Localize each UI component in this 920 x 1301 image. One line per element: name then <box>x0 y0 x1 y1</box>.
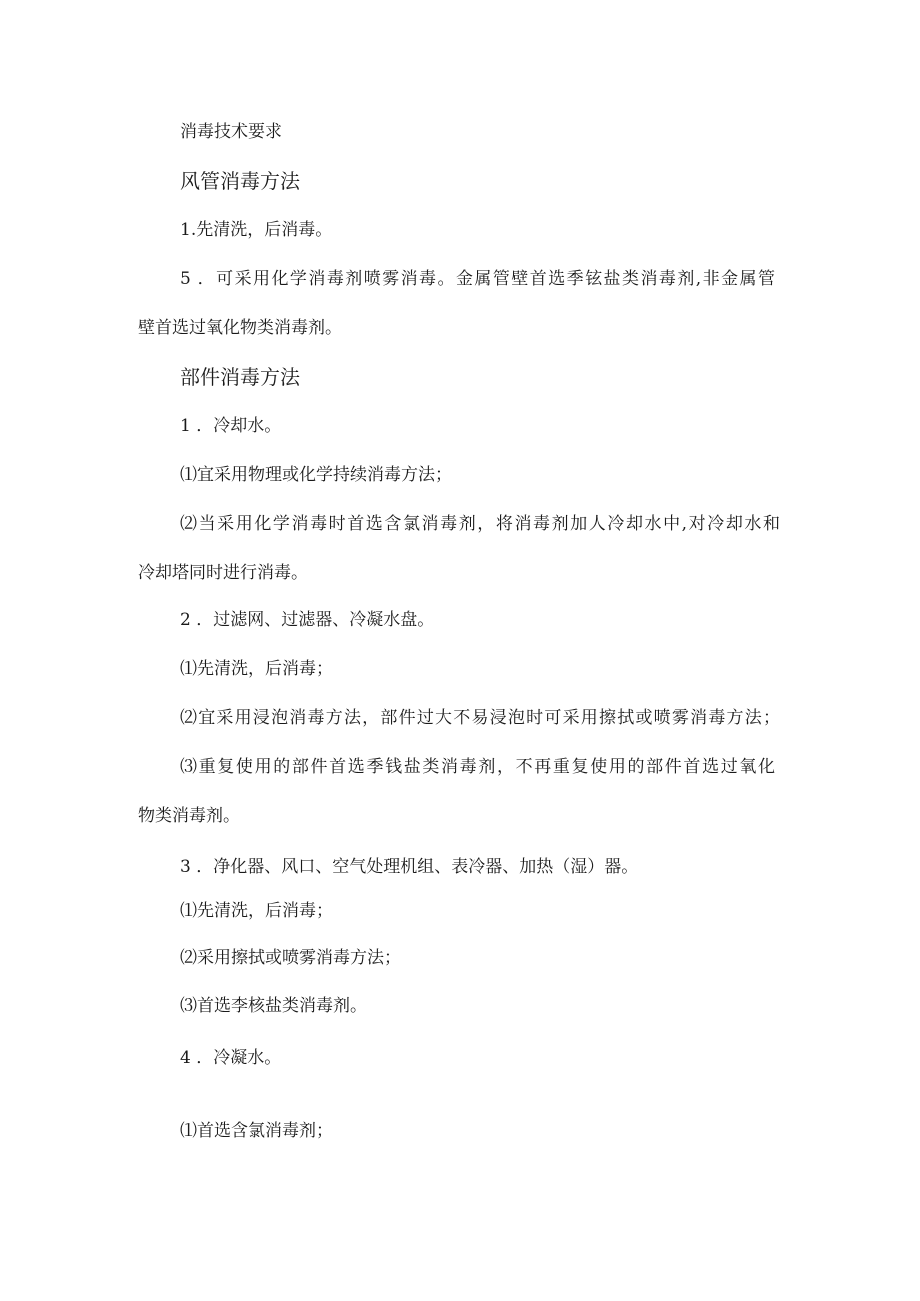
paragraph-line: ⑵宜采用浸泡消毒方法，部件过大不易浸泡时可采用擦拭或喷雾消毒方法； <box>180 708 780 728</box>
paragraph-line: 物类消毒剂。 <box>138 806 240 826</box>
paragraph-line: 壁首选过氧化物类消毒剂。 <box>138 318 342 338</box>
section-heading-duct: 风管消毒方法 <box>180 169 300 193</box>
paragraph-line: ⑶重复使用的部件首选季钱盐类消毒剂，不再重复使用的部件首选过氧化 <box>180 757 775 777</box>
paragraph-line: ⑴先清洗，后消毒； <box>180 901 333 921</box>
paragraph-line: 2 ．过滤网、过滤器、冷凝水盘。 <box>180 610 435 630</box>
paragraph-line: ⑶首选李核盐类消毒剂。 <box>180 996 367 1016</box>
paragraph-line: 5 ．可采用化学消毒剂喷雾消毒。金属管壁首选季铉盐类消毒剂,非金属管 <box>180 269 775 289</box>
section-heading-parts: 部件消毒方法 <box>180 365 300 389</box>
paragraph-line: ⑴先清洗，后消毒； <box>180 659 333 679</box>
paragraph-line: 1.先清洗，后消毒。 <box>180 220 333 240</box>
paragraph-line: ⑴首选含氯消毒剂； <box>180 1121 333 1141</box>
paragraph-line: ⑵采用擦拭或喷雾消毒方法； <box>180 948 401 968</box>
paragraph-line: ⑴宜采用物理或化学持续消毒方法； <box>180 465 452 485</box>
paragraph-line: 冷却塔同时进行消毒。 <box>138 563 308 583</box>
paragraph-line: 3 ．净化器、风口、空气处理机组、表冷器、加热（湿）器。 <box>180 857 639 877</box>
paragraph-line: ⑵当采用化学消毒时首选含氯消毒剂，将消毒剂加人冷却水中,对冷却水和 <box>180 514 780 534</box>
document-title: 消毒技术要求 <box>180 122 282 142</box>
paragraph-line: 1 ．冷却水。 <box>180 416 282 436</box>
paragraph-line: 4 ．冷凝水。 <box>180 1048 282 1068</box>
